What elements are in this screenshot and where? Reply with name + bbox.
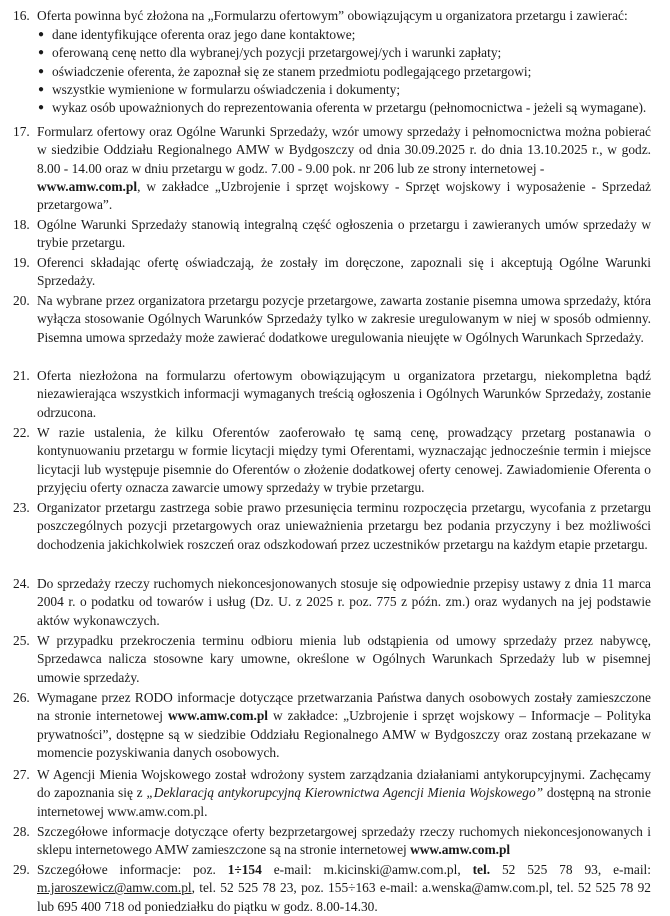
declaration-title: „Deklaracją antykorupcyjną Kierownictwa Agencji Mienia Wojskowego” xyxy=(146,785,544,801)
bullet-icon: ● xyxy=(38,102,45,114)
clause-number: 28. xyxy=(13,824,30,839)
list-item: ● oferowaną cenę netto dla wybranej/ych pozycji przetargowej/ych i warunki zapłaty; xyxy=(0,44,670,62)
website-link[interactable]: www.amw.com.pl xyxy=(410,842,511,858)
website-link[interactable]: www.amw.com.pl xyxy=(167,708,269,724)
clause-text: Oferta powinna być złożona na „Formularzu ofertowym” obowiązującym u organizatora przetargu i zawierać: xyxy=(37,8,628,23)
bullet-icon: ● xyxy=(38,47,45,59)
clause-number: 16. xyxy=(13,8,30,23)
clause-number: 18. xyxy=(13,217,30,232)
bullet-icon: ● xyxy=(38,29,45,40)
clause-number: 24. xyxy=(13,576,30,591)
clause-number: 26. xyxy=(13,690,30,705)
bullet-icon: ● xyxy=(38,83,45,95)
position-range: 1÷154 xyxy=(227,862,262,877)
requirements-list xyxy=(0,26,670,117)
clause-number: 23. xyxy=(13,500,30,515)
clause-number: 17. xyxy=(13,124,30,139)
clause-text: Oferta niezłożona na formularzu ofertowym obowiązującym u organizatora przetargu, niekompletna bądź niezawierająca wszystkich informacji wymaganych treścią ogłoszenia i Ogólnych Warunków Sprzedaży, zostanie odrzucona. xyxy=(37,368,651,420)
clause-number: 27. xyxy=(13,767,30,782)
clause-text: Na wybrane przez organizatora przetargu pozycje przetargowe, zawarta zostanie pisemna umowa sprzedaży, która wyłącza stosowanie Ogólnych Warunków Sprzedaży tylko w zakresie uregulowanym w niej w sposób odmienny. Pisemna umowa sprzedaży może zawierać dodatkowe uregulowania nieujęte w Ogólnych Warunkach Sprzedaży. xyxy=(37,293,651,345)
list-item: ● oświadczenie oferenta, że zapoznał się ze stanem przedmiotu podlegającego przetargowi; xyxy=(0,63,670,81)
clause-number: 22. xyxy=(13,425,30,440)
list-item: ● wykaz osób upoważnionych do reprezentowania oferenta w przetargu (pełnomocnictwa - jeżeli są wymagane). xyxy=(0,99,670,117)
clause-number: 20. xyxy=(13,293,30,308)
clause-text: Ogólne Warunki Sprzedaży stanowią integralną część ogłoszenia o przetargu i zawieranych umów sprzedaży w trybie przetargu. xyxy=(37,217,651,251)
clause-text: Organizator przetargu zastrzega sobie prawo przesunięcia terminu rozpoczęcia przetargu, wycofania z przetargu poszczególnych pozycji przetargowych oraz unieważnienia przetargu bez podania przyczyny i bez możliwości dochodzenia jakichkolwiek roszczeń oraz odszkodowań przez uczestników przetargu na każdym etapie przetargu. xyxy=(37,500,651,552)
clause-text: Szczegółowe informacje dotyczące oferty bezprzetargowej sprzedaży rzeczy ruchomych niekoncesjonowanych i sklepu internetowego AMW zamieszczone są na stronie internetowej www.amw.com.pl xyxy=(37,824,651,858)
clause-text: Oferenci składając ofertę oświadczają, że zostały im doręczone, zapoznali się i akceptują Ogólne Warunki Sprzedaży. xyxy=(37,255,651,289)
clause-text: Szczegółowe informacje: poz. 1÷154 e-mail: m.kicinski@amw.com.pl, tel. 52 525 78 93, e-mail: m.jaroszewicz@amw.com.pl, tel. 52 525 78 23, poz. 155÷163 e-mail: a.wenska@amw.com.pl, tel. 52 525 78 92 lub 695 400 718 od poniedziałku do piątku w godz. 8.00-14.30. xyxy=(37,862,651,914)
tel-label: tel. xyxy=(472,862,491,877)
clause-text: Do sprzedaży rzeczy ruchomych niekoncesjonowanych stosuje się odpowiednie przepisy ustawy z dnia 11 marca 2004 r. o podatku od towarów i usług (Dz. U. z 2025 r. poz. 775 z późn. zm.) oraz wydanych na jej podstawie aktów wykonawczych. xyxy=(37,576,651,628)
website-link[interactable]: www.amw.com.pl xyxy=(37,178,138,194)
clause-number: 25. xyxy=(13,633,30,648)
clause-text: Formularz ofertowy oraz Ogólne Warunki Sprzedaży, wzór umowy sprzedaży i pełnomocnictwa można pobierać w siedzibie Oddziału Regionalnego AMW w Bydgoszczy od dnia 30.09.2025 r. do dnia 13.10.2025 r., w godz. 8.00 - 14.00 oraz w dniu przetargu w godz. 7.00 - 9.00 pok. nr 206 lub ze strony internetowej - www.amw.com.pl, w zakładce „Uzbrojenie i sprzęt wojskowy - Sprzęt wojskowy i wyposażenie - Sprzedaż przetargowa”. xyxy=(37,124,651,213)
clause-number: 21. xyxy=(13,368,30,383)
list-item: ● wszystkie wymienione w formularzu oświadczenia i dokumenty; xyxy=(0,81,670,99)
clause-text: W Agencji Mienia Wojskowego został wdrożony system zarządzania działaniami antykorupcyjnymi. Zachęcamy do zapoznania się z „Deklaracją antykorupcyjną Kierownictwa Agencji Mienia Wojskowego” dostępną na stronie internetowej www.amw.com.pl. xyxy=(37,767,651,819)
email-link[interactable]: m.jaroszewicz@amw.com.pl xyxy=(37,880,192,896)
clause-number: 19. xyxy=(13,255,30,270)
clause-number: 29. xyxy=(13,862,30,877)
list-item: ● dane identyfikujące oferenta oraz jego dane kontaktowe; xyxy=(0,26,670,44)
clause-text: W przypadku przekroczenia terminu odbioru mienia lub odstąpienia od umowy sprzedaży przez nabywcę, Sprzedawca nalicza stosowne kary umowne, określone w Ogólnych Warunkach Sprzedaży lub w pisemnej umowie sprzedaży. xyxy=(37,633,651,685)
bullet-icon: ● xyxy=(38,65,45,77)
clause-text: W razie ustalenia, że kilku Oferentów zaoferowało tę samą cenę, prowadzący przetarg postanawia o kontynuowaniu przetargu w formie licytacji między tymi Oferentami, wyznaczając jednocześnie termin i miejsce licytacji lub występuje pisemnie do Oferentów o złożenie dodatkowej oferty cenowej. Zawiadomienie Oferenta o przyjęciu oferty oznacza zawarcie umowy sprzedaży w trybie przetargu. xyxy=(37,425,651,495)
clause-text: Wymagane przez RODO informacje dotyczące przetwarzania Państwa danych osobowych zostały zamieszczone na stronie internetowej www.amw.com.pl w zakładce: „Uzbrojenie i sprzęt wojskowy – Informacje – Polityka prywatności”, dostępne są w siedzibie Oddziału Regionalnego AMW w Bydgoszczy oraz zostaną przekazane w momencie pozyskiwania danych osobowych. xyxy=(37,690,651,760)
